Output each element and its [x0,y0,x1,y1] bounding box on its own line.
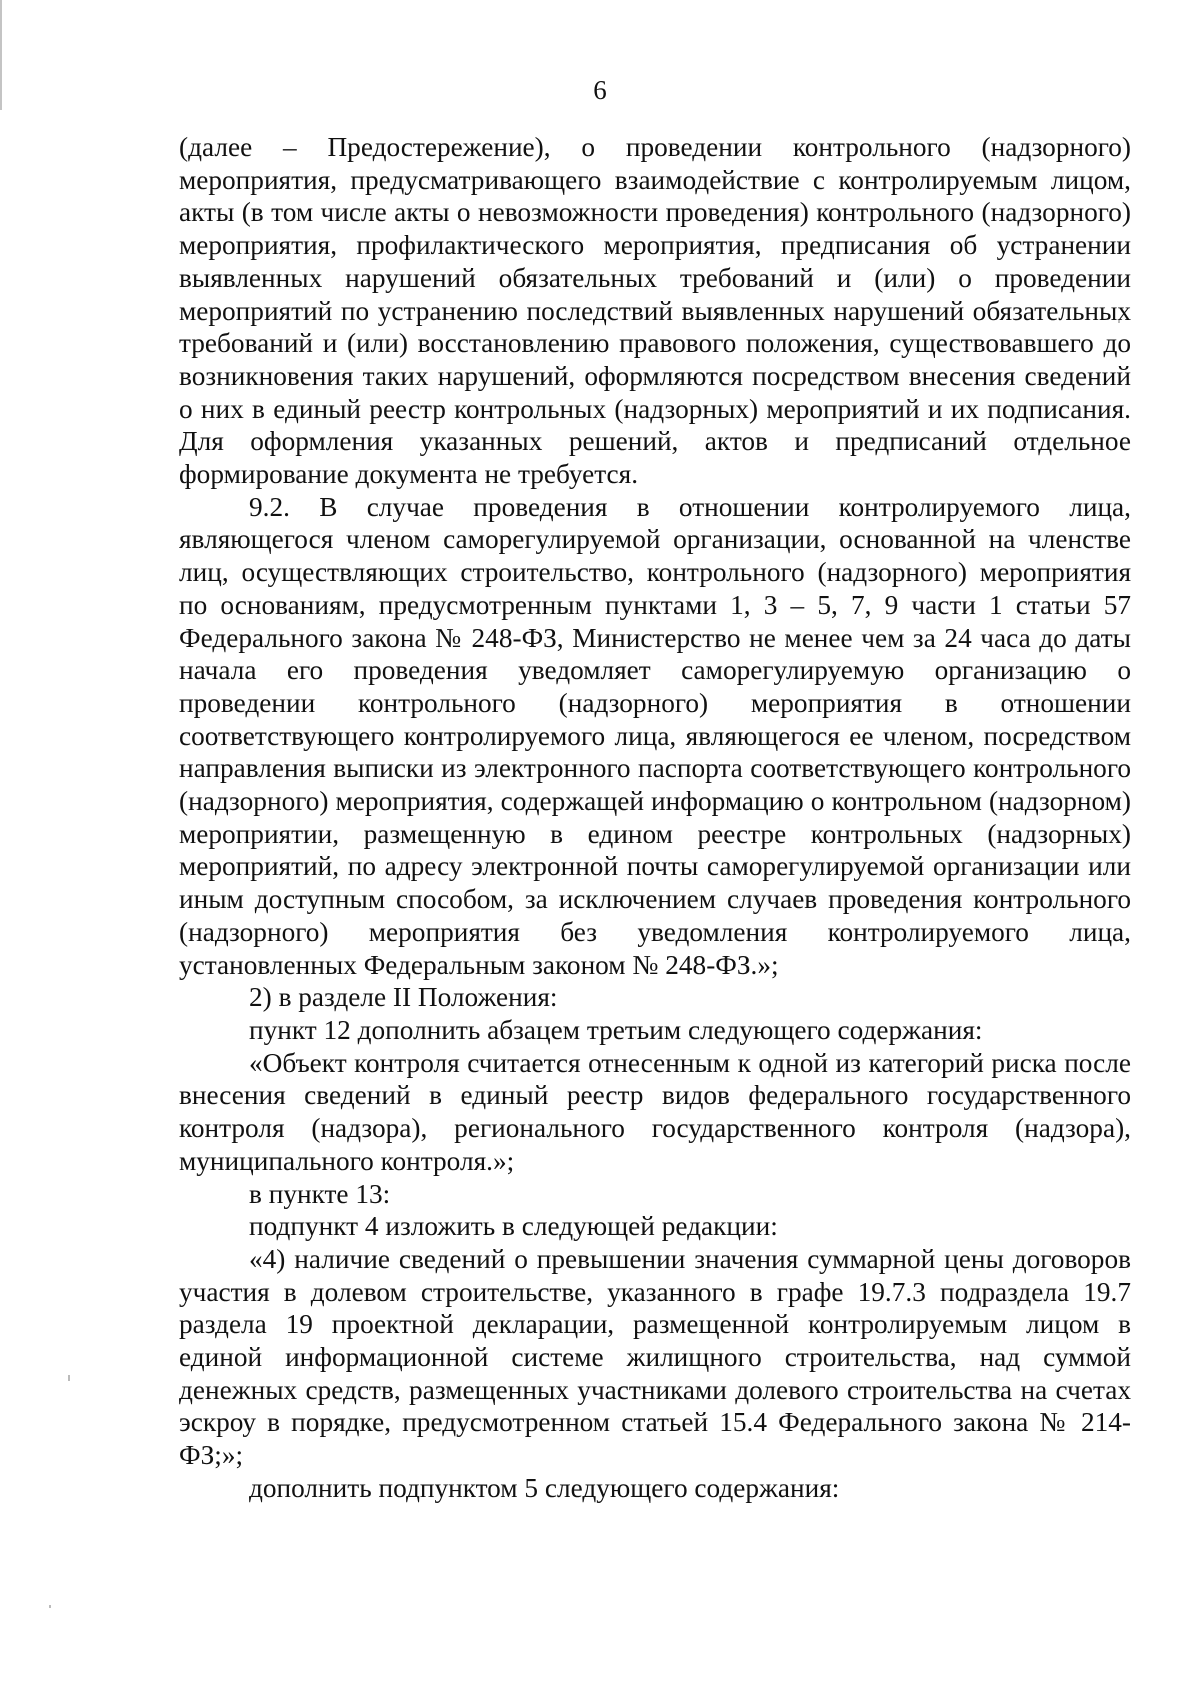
page-number: 6 [593,75,607,105]
scan-edge-mark [0,0,2,110]
paragraph-8: «4) наличие сведений о превышении значения суммарной цены договоров участия в долевом строительстве, указанного в графе 19.7.3 подраздела 19.7 раздела 19 проектной декларации, размещенной контролируемым лицом в единой информационной системе жилищного строительства, над суммой денежных средств, размещенных участниками долевого строительства на счетах эскроу в порядке, предусмотренном статьей 15.4 Федерального закона № 214-ФЗ;»; [179,1243,1131,1471]
paragraph-1: (далее – Предостережение), о проведении контрольного (надзорного) мероприятия, предусматривающего взаимодействие с контролируемым лицом, акты (в том числе акты о невозможности проведения) контрольного (надзорного) мероприятия, профилактического мероприятия, предписания об устранении выявленных нарушений обязательных требований и (или) о проведении мероприятий по устранению последствий выявленных нарушений обязательных требований и (или) восстановлению правового положения, существовавшего до возникновения таких нарушений, оформляются посредством внесения сведений о них в единый реестр контрольных (надзорных) мероприятий и их подписания. Для оформления указанных решений, актов и предписаний отдельное формирование документа не требуется. [179,132,1131,490]
scan-dot [1118,320,1120,323]
scan-dot [68,1375,70,1381]
paragraph-5: «Объект контроля считается отнесенным к одной из категорий риска после внесения сведений в единый реестр видов федерального государственного контроля (надзора), регионального государственного контроля (надзора), муниципального контроля.»; [179,1047,1131,1176]
document-body [179,131,1131,1505]
paragraph-3: 2) в разделе II Положения: [249,982,558,1013]
paragraph-2: 9.2. В случае проведения в отношении контролируемого лица, являющегося членом саморегулируемой организации, основанной на членстве лиц, осуществляющих строительство, контрольного (надзорного) мероприятия по основаниям, предусмотренным пунктами 1, 3 – 5, 7, 9 части 1 статьи 57 Федерального закона № 248-ФЗ, Министерство не менее чем за 24 часа до даты начала его проведения уведомляет саморегулируемую организацию о проведении контрольного (надзорного) мероприятия в отношении соответствующего контролируемого лица, являющегося ее членом, посредством направления выписки из электронного паспорта соответствующего контрольного (надзорного) мероприятия, содержащей информацию о контрольном (надзорном) мероприятии, размещенную в едином реестре контрольных (надзорных) мероприятий, по адресу электронной почты саморегулируемой организации или иным доступным способом, за исключением случаев проведения контрольного (надзорного) мероприятия без уведомления контролируемого лица, установленных Федеральным законом № 248-ФЗ.»; [179,491,1131,980]
paragraph-9: дополнить подпунктом 5 следующего содержания: [249,1472,840,1503]
scan-dot [49,1605,51,1608]
paragraph-7: подпункт 4 изложить в следующей редакции: [249,1211,778,1242]
paragraph-6: в пункте 13: [249,1178,391,1209]
paragraph-4: пункт 12 дополнить абзацем третьим следующего содержания: [249,1014,983,1045]
